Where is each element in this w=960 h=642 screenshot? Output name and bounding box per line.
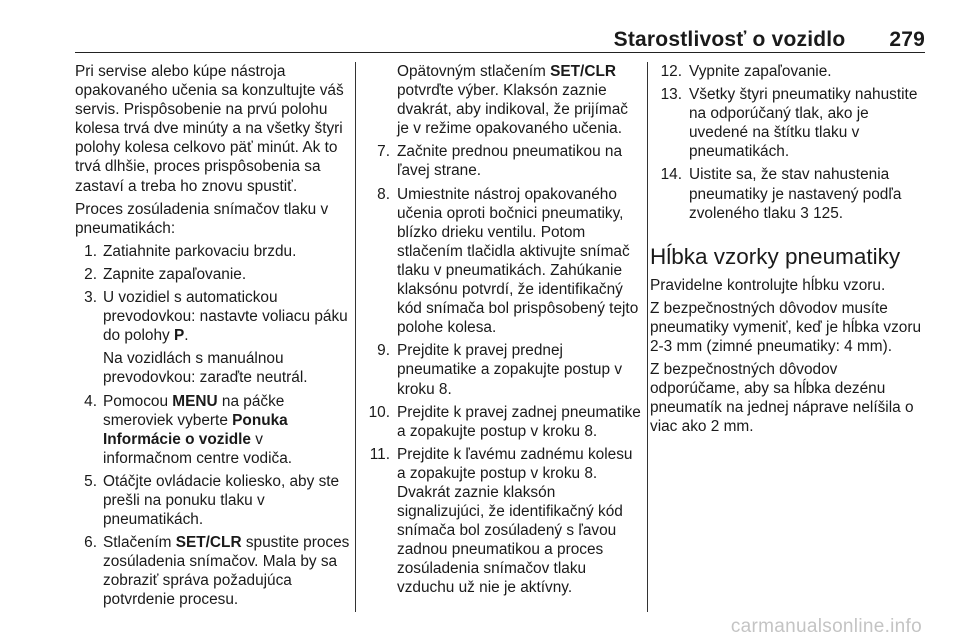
item-number: 6. xyxy=(84,534,97,552)
list-item xyxy=(358,185,641,338)
text-run: na páčke smeroviek vyberte xyxy=(103,392,285,429)
list-item xyxy=(75,533,350,609)
text-run: Pomocou xyxy=(103,392,173,410)
list-item xyxy=(650,85,930,161)
list-item xyxy=(75,242,350,261)
item-text: Zapnite zapaľovanie. xyxy=(103,265,247,283)
item-text: Všetky štyri pneumatiky nahustite na odporúčaný tlak, ako je uvedené na štítku tlaku v pneumatikách. xyxy=(689,86,918,161)
section-heading: Hĺbka vzorky pneumatiky xyxy=(650,243,901,269)
list-item xyxy=(358,445,641,598)
item-text xyxy=(103,392,350,468)
watermark: carmanualsonline.info xyxy=(730,616,922,637)
list-item xyxy=(650,62,930,81)
item-number: 9. xyxy=(377,342,390,360)
item-number: 4. xyxy=(84,392,97,410)
item-text: Začnite prednou pneumatikou na ľavej strane. xyxy=(397,143,623,180)
item-text: Prejdite k pravej zadnej pneumatike a zopakujte postup v kroku 8. xyxy=(397,403,641,440)
item-number: 3. xyxy=(84,289,97,307)
bold-term: SET/CLR xyxy=(550,63,616,80)
text-run: spustite proces zosúladenia snímačov. Mala by sa zobraziť správa požadujúca potvrdenie procesu. xyxy=(103,534,350,609)
item-note: Na vozidlách s manuálnou prevodovkou: zaraďte neutrál. xyxy=(103,350,308,387)
text-run: Opätovným stlačením xyxy=(397,63,551,80)
paragraph: Z bezpečnostných dôvodov musíte pneumatiky vymeniť, keď je hĺbka vzoru 2-3 mm (zimné pneumatiky: 4 mm). xyxy=(650,299,922,356)
section-title: Starostlivosť o vozidlo xyxy=(613,28,846,51)
item-number: 11. xyxy=(369,445,390,463)
paragraph: Z bezpečnostných dôvodov odporúčame, aby sa hĺbka dezénu pneumatík na jednej náprave nelíšila o viac ako 2 mm. xyxy=(650,361,914,436)
page-number: 279 xyxy=(889,28,925,51)
list-item xyxy=(75,288,350,387)
page-header xyxy=(75,28,925,52)
item-number: 2. xyxy=(84,265,97,283)
item-text xyxy=(689,165,930,222)
column-2 xyxy=(358,62,641,602)
page-ref-link[interactable]: 125. xyxy=(808,204,844,222)
paragraph: Pri servise alebo kúpe nástroja opakovaného učenia sa konzultujte váš servis. Prispôsobenie na prvú polohu kolesa trvá dve minúty a na všetky štyri polohy kolesa celkovo päť minút. Ak to trvá dlhšie, proces prispôsobenia sa zastaví a treba ho znovu spustiť. xyxy=(75,63,344,195)
list-item xyxy=(358,142,641,180)
item-number: 14. xyxy=(660,166,682,184)
list-item xyxy=(358,341,641,398)
item-text xyxy=(103,288,350,345)
item-text: Prejdite k ľavému zadnému kolesu a zopakujte postup v kroku 8. Dvakrát zaznie klaksón signalizujúci, že identifikačný kód snímača bol zosúladený s ľavou zadnou pneumatikou a proces zosúladenia snímačov tlaku vzduchu už nie je aktívny. xyxy=(397,445,633,597)
column-3 xyxy=(650,62,930,441)
list-item xyxy=(75,472,350,529)
text-run: . xyxy=(184,327,189,345)
column-1 xyxy=(75,62,350,614)
bold-term: P xyxy=(174,327,185,345)
item-text: Prejdite k pravej prednej pneumatike a zopakujte postup v kroku 8. xyxy=(397,342,623,398)
column-divider xyxy=(355,62,356,612)
item-number: 13. xyxy=(660,86,682,104)
list-item xyxy=(75,265,350,284)
bold-term: Ponuka Informácie o vozidle xyxy=(103,411,288,448)
bold-term: SET/CLR xyxy=(175,534,242,552)
list-item xyxy=(650,165,930,222)
text-run: Stlačením xyxy=(103,534,176,552)
list-item xyxy=(75,392,350,468)
item-number: 10. xyxy=(368,403,390,421)
item-number: 12. xyxy=(660,63,682,80)
text-run: v informačnom centre vodiča. xyxy=(103,430,293,467)
list-item-continuation xyxy=(358,62,641,138)
text-run: U vozidiel s automatickou prevodovkou: nastavte voliacu páku do polohy xyxy=(103,289,348,345)
item-text xyxy=(103,533,350,609)
item-number: 8. xyxy=(377,185,390,203)
item-text: Zatiahnite parkovaciu brzdu. xyxy=(103,242,297,260)
text-run: Uistite sa, že stav nahustenia pneumatiky je nastavený podľa zvoleného tlaku xyxy=(689,166,902,222)
paragraph: Pravidelne kontrolujte hĺbku vzoru. xyxy=(650,276,886,294)
item-number: 1. xyxy=(84,242,97,260)
item-text: Otáčjte ovládacie koliesko, aby ste prešli na ponuku tlaku v pneumatikách. xyxy=(103,472,340,529)
page-ref-arrow-icon: 3 xyxy=(800,204,809,222)
text-run: potvrďte výber. Klaksón zaznie dvakrát, aby indikoval, že prijímač je v režime opakovaného učenia. xyxy=(397,82,628,138)
item-number: 7. xyxy=(377,143,390,161)
item-number: 5. xyxy=(84,472,97,490)
item-text xyxy=(397,62,641,138)
item-text: Vypnite zapaľovanie. xyxy=(689,63,832,80)
item-text: Umiestnite nástroj opakovaného učenia oproti bočnici pneumatiky, blízko drieku ventilu. Potom stlačením tlačidla aktivujte snímač tlaku v pneumatikách. Zahúkanie klaksónu potvrdí, že identifikačný kód snímača bol prispôsobený tejto polohe kolesa. xyxy=(397,185,639,337)
paragraph: Proces zosúladenia snímačov tlaku v pneumatikách: xyxy=(75,200,329,237)
column-divider xyxy=(647,62,648,612)
list-item xyxy=(358,403,641,441)
header-rule xyxy=(75,52,925,53)
bold-term: MENU xyxy=(172,392,218,410)
